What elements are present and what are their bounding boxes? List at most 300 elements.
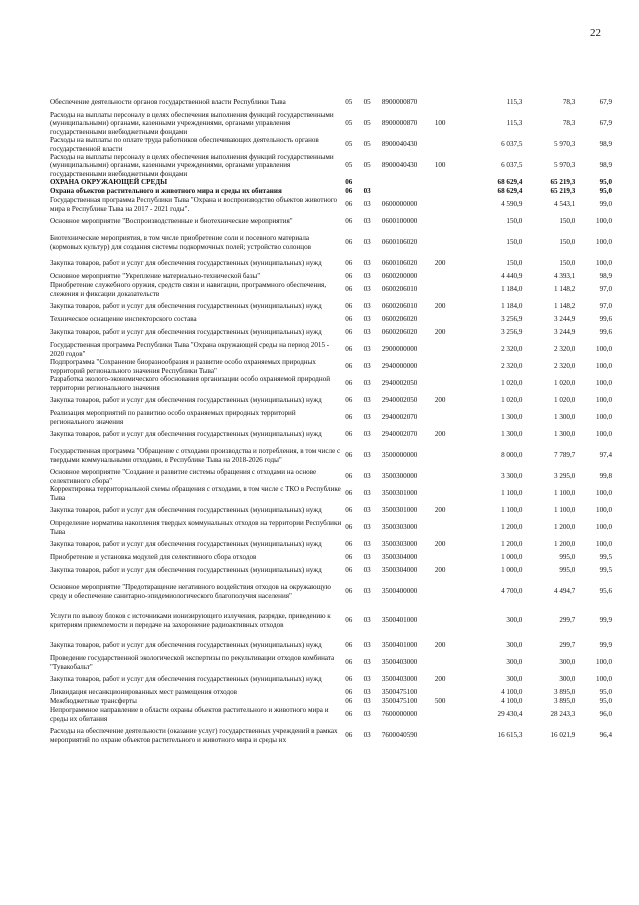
execution-percent: 100,0 — [596, 658, 612, 667]
target-article-code: 3500401000 — [381, 641, 418, 650]
expense-type-code — [435, 341, 461, 358]
subsection-code: 03 — [363, 285, 371, 294]
execution-percent: 95,0 — [599, 178, 612, 187]
actual-amount: 3 244,9 — [554, 328, 576, 337]
subsection-code — [364, 178, 382, 187]
subsection-code: 03 — [363, 658, 371, 667]
page-number: 22 — [590, 27, 601, 39]
planned-amount: 4 700,0 — [501, 587, 523, 596]
target-article-code: 2940002050 — [381, 379, 418, 388]
section-code: 06 — [345, 641, 353, 650]
subsection-code: 03 — [363, 675, 371, 684]
row-name: Услуги по вывозу блоков с источниками ионизирующего излучения, разрядке, приведению к критериям приемлемости и передаче на захоронение радиоактивных отходов — [50, 612, 331, 629]
actual-amount: 4 543,1 — [554, 200, 576, 209]
row-name: Закупка товаров, работ и услуг для обеспечения государственных (муниципальных) нужд — [50, 506, 322, 515]
actual-amount: 1 200,0 — [554, 523, 576, 532]
section-code: 06 — [345, 362, 353, 371]
actual-amount: 150,0 — [559, 217, 576, 226]
target-article-code: 3500403000 — [381, 658, 418, 667]
row-name: Закупка товаров, работ и услуг для обеспечения государственных (муниципальных) нужд — [50, 328, 322, 337]
expense-type-code: 100 — [434, 161, 446, 170]
table-row — [50, 485, 612, 502]
target-article-code: 0600206010 — [381, 285, 418, 294]
table-row — [50, 315, 612, 324]
target-article-code: 3500475100 — [381, 697, 418, 706]
planned-amount: 300,0 — [506, 675, 523, 684]
execution-percent: 100,0 — [596, 675, 612, 684]
row-name: Техническое оснащение инспекторского состава — [50, 315, 197, 324]
row-name: Подпрограмма "Сохранение биоразнообразия и развитие особо охраняемых природных территорий регионального значения Республики Тыва" — [50, 358, 316, 375]
expense-type-code — [435, 281, 461, 298]
row-name: Закупка товаров, работ и услуг для обеспечения государственных (муниципальных) нужд — [50, 430, 322, 439]
row-name: Закупка товаров, работ и услуг для обеспечения государственных (муниципальных) нужд — [50, 396, 322, 405]
row-name: Основное мероприятие "Укрепление материально-технической базы" — [50, 272, 261, 281]
target-article-code — [382, 187, 435, 196]
target-article-code: 2940002070 — [381, 413, 418, 422]
execution-percent: 100,0 — [596, 345, 612, 354]
row-name: Непрограммное направление в области охраны объектов растительного и животного мира и среды их обитания — [50, 706, 329, 723]
expense-type-code: 200 — [434, 302, 446, 311]
target-article-code: 0600000000 — [381, 200, 418, 209]
table-row — [50, 281, 612, 298]
table-row — [50, 230, 612, 255]
target-article-code: 3500403000 — [381, 675, 418, 684]
section-code: 06 — [345, 688, 353, 697]
actual-amount: 1 020,0 — [554, 396, 576, 405]
table-row — [50, 272, 612, 281]
execution-percent: 100,0 — [596, 259, 612, 268]
target-article-code: 3500401000 — [381, 616, 418, 625]
subsection-code: 03 — [363, 217, 371, 226]
actual-amount: 7 789,7 — [554, 451, 576, 460]
target-article-code: 7600000000 — [381, 710, 418, 719]
target-article-code: 0600106020 — [381, 238, 418, 247]
actual-amount: 1 148,2 — [554, 285, 576, 294]
expense-type-code: 200 — [434, 566, 446, 575]
row-name: Государственная программа Республики Тыва "Охрана окружающей среды на период 2015 - 2020 годов" — [50, 341, 330, 358]
section-code: 06 — [345, 328, 353, 337]
subsection-code: 03 — [363, 523, 371, 532]
actual-amount: 78,3 — [562, 98, 576, 107]
section-code: 06 — [345, 566, 353, 575]
section-code: 06 — [345, 506, 353, 515]
table-row — [50, 255, 612, 272]
planned-amount: 68 629,4 — [497, 178, 523, 187]
expense-type-code: 200 — [434, 396, 446, 405]
table-row — [50, 298, 612, 315]
planned-amount: 6 037,5 — [501, 140, 523, 149]
planned-amount: 29 430,4 — [497, 710, 523, 719]
subsection-code: 05 — [363, 161, 371, 170]
expense-type-code: 200 — [434, 675, 446, 684]
table-row — [50, 178, 612, 187]
table-row — [50, 468, 612, 485]
actual-amount: 65 219,3 — [550, 187, 576, 196]
execution-percent: 67,9 — [599, 98, 612, 107]
section-code: 06 — [345, 523, 353, 532]
section-code: 06 — [345, 272, 353, 281]
table-row — [50, 579, 612, 604]
section-code: 06 — [345, 472, 353, 481]
section-code: 06 — [345, 731, 353, 740]
section-code: 06 — [345, 217, 353, 226]
row-name: Основное мероприятие "Создание и развитие системы обращения с отходами на основе селективного сбора" — [50, 468, 317, 485]
target-article-code: 0600206020 — [381, 328, 418, 337]
table-row — [50, 671, 612, 688]
row-name: Закупка товаров, работ и услуг для обеспечения государственных (муниципальных) нужд — [50, 641, 322, 650]
execution-percent: 95,0 — [599, 187, 612, 196]
subsection-code: 03 — [363, 710, 371, 719]
actual-amount: 28 243,3 — [550, 710, 576, 719]
execution-percent: 99,5 — [599, 566, 612, 575]
planned-amount: 3 256,9 — [501, 328, 523, 337]
planned-amount: 1 184,0 — [501, 285, 523, 294]
expense-type-code — [435, 654, 461, 671]
actual-amount: 1 300,0 — [554, 413, 576, 422]
expense-type-code — [435, 375, 461, 392]
subsection-code: 03 — [363, 345, 371, 354]
section-code: 06 — [345, 379, 353, 388]
target-article-code: 3500301000 — [381, 489, 418, 498]
target-article-code: 0600106020 — [381, 259, 418, 268]
planned-amount: 300,0 — [506, 616, 523, 625]
target-article-code: 8900000870 — [381, 119, 418, 128]
execution-percent: 99,0 — [599, 200, 612, 209]
expense-type-code — [435, 358, 461, 375]
target-article-code: 8900000870 — [381, 98, 418, 107]
expense-type-code — [435, 579, 461, 604]
target-article-code: 8900040430 — [381, 140, 418, 149]
expense-type-code — [435, 315, 461, 324]
section-code: 06 — [345, 413, 353, 422]
actual-amount: 1 300,0 — [554, 430, 576, 439]
execution-percent: 96,0 — [599, 710, 612, 719]
actual-amount: 150,0 — [559, 238, 576, 247]
table-row — [50, 153, 612, 178]
planned-amount: 1 184,0 — [501, 302, 523, 311]
execution-percent: 97,0 — [599, 285, 612, 294]
planned-amount: 3 256,9 — [501, 315, 523, 324]
row-name: Разработка эколого-экономического обоснования организации особо охраняемой природной территории регионального значения — [50, 375, 331, 392]
actual-amount: 995,0 — [559, 566, 576, 575]
planned-amount: 8 000,0 — [501, 451, 523, 460]
section-code: 06 — [345, 489, 353, 498]
planned-amount: 1 020,0 — [501, 396, 523, 405]
expense-type-code — [435, 468, 461, 485]
execution-percent: 99,8 — [599, 472, 612, 481]
section-code: 06 — [345, 430, 353, 439]
subsection-code: 03 — [363, 451, 371, 460]
row-name: Ликвидация несанкционированных мест размещения отходов — [50, 688, 238, 697]
section-code: 06 — [345, 451, 353, 460]
planned-amount: 1 100,0 — [501, 489, 523, 498]
execution-percent: 100,0 — [596, 362, 612, 371]
row-name: Закупка товаров, работ и услуг для обеспечения государственных (муниципальных) нужд — [50, 302, 322, 311]
expense-type-code — [435, 272, 461, 281]
subsection-code: 03 — [363, 328, 371, 337]
row-name: Закупка товаров, работ и услуг для обеспечения государственных (муниципальных) нужд — [50, 540, 322, 549]
table-row — [50, 187, 612, 196]
table-row — [50, 536, 612, 553]
actual-amount: 300,0 — [559, 675, 576, 684]
section-code: 06 — [345, 540, 353, 549]
planned-amount: 2 320,0 — [501, 362, 523, 371]
expense-type-code — [435, 187, 461, 196]
section-code: 05 — [345, 161, 353, 170]
subsection-code: 03 — [363, 697, 371, 706]
execution-percent: 98,9 — [599, 272, 612, 281]
subsection-code: 03 — [363, 272, 371, 281]
execution-percent: 98,9 — [599, 161, 612, 170]
actual-amount: 299,7 — [559, 616, 576, 625]
target-article-code: 0600206010 — [381, 302, 418, 311]
expense-type-code — [435, 178, 461, 187]
actual-amount: 1 148,2 — [554, 302, 576, 311]
row-name: Приобретение служебного оружия, средств связи и навигации, программного обеспечения, слежения и фиксации доказательств — [50, 281, 327, 298]
row-name: Обеспечение деятельности органов государственной власти Республики Тыва — [50, 98, 286, 107]
table-row — [50, 196, 612, 213]
planned-amount: 1 100,0 — [501, 506, 523, 515]
table-row — [50, 409, 612, 426]
planned-amount: 1 300,0 — [501, 413, 523, 422]
table-row — [50, 375, 612, 392]
actual-amount: 4 393,1 — [554, 272, 576, 281]
row-name: Реализация мероприятий по развитию особо охраняемых природных территорий регионального значения — [50, 409, 296, 426]
execution-percent: 95,0 — [599, 697, 612, 706]
section-code: 06 — [345, 345, 353, 354]
planned-amount: 2 320,0 — [501, 345, 523, 354]
row-name: Государственная программа "Обращение с отходами производства и потребления, в том числе с твердыми коммунальными отходами, в Республике Тыва на 2018-2026 годы" — [50, 447, 341, 464]
target-article-code: 0600100000 — [381, 217, 418, 226]
expense-type-code: 200 — [434, 506, 446, 515]
section-code: 06 — [345, 658, 353, 667]
expense-type-code — [435, 519, 461, 536]
section-code: 06 — [345, 285, 353, 294]
table-row — [50, 136, 612, 153]
subsection-code: 03 — [363, 413, 371, 422]
section-code: 06 — [345, 259, 353, 268]
expense-type-code: 100 — [434, 119, 446, 128]
expense-type-code — [435, 443, 461, 468]
row-name: Государственная программа Республики Тыва "Охрана и воспроизводство объектов животного мира в Республике Тыва на 2017 - 2021 годы". — [50, 196, 338, 213]
actual-amount: 5 970,3 — [554, 140, 576, 149]
execution-percent: 99,6 — [599, 315, 612, 324]
row-name: Закупка товаров, работ и услуг для обеспечения государственных (муниципальных) нужд — [50, 566, 322, 575]
planned-amount: 150,0 — [506, 259, 523, 268]
subsection-code: 03 — [363, 396, 371, 405]
target-article-code: 3500000000 — [381, 451, 418, 460]
row-name: Расходы на обеспечение деятельности (оказание услуг) государственных учреждений в рамках мероприятий по охране объектов растительного и животного мира и среды их — [50, 727, 338, 744]
table-row — [50, 443, 612, 468]
budget-table — [50, 94, 612, 748]
target-article-code: 3500475100 — [381, 688, 418, 697]
subsection-code: 03 — [363, 379, 371, 388]
subsection-code: 03 — [363, 302, 371, 311]
target-article-code: 0600206020 — [381, 315, 418, 324]
execution-percent: 67,9 — [599, 119, 612, 128]
target-article-code: 0600200000 — [381, 272, 418, 281]
section-code: 06 — [345, 200, 353, 209]
target-article-code: 8900040430 — [381, 161, 418, 170]
row-name: ОХРАНА ОКРУЖАЮЩЕЙ СРЕДЫ — [50, 178, 168, 187]
row-name: Корректировка территориальной схемы обращения с отходами, в том числе с ТКО в Республике Тыва — [50, 485, 341, 502]
table-row — [50, 604, 612, 637]
planned-amount: 115,3 — [506, 98, 523, 107]
subsection-code: 03 — [363, 731, 371, 740]
table-row — [50, 688, 612, 697]
execution-percent: 100,0 — [596, 540, 612, 549]
planned-amount: 4 590,9 — [501, 200, 523, 209]
table-row — [50, 213, 612, 230]
execution-percent: 96,4 — [599, 731, 612, 740]
execution-percent: 100,0 — [596, 506, 612, 515]
planned-amount: 1 020,0 — [501, 379, 523, 388]
row-name: Проведение государственной экологической экспертизы по рекультивации отходов комбината "Тувакобальт" — [50, 654, 335, 671]
subsection-code: 03 — [363, 587, 371, 596]
row-name: Закупка товаров, работ и услуг для обеспечения государственных (муниципальных) нужд — [50, 259, 322, 268]
actual-amount: 2 320,0 — [554, 362, 576, 371]
expense-type-code — [435, 604, 461, 637]
table-row — [50, 723, 612, 748]
section-code: 06 — [345, 315, 353, 324]
expense-type-code — [435, 136, 461, 153]
planned-amount: 68 629,4 — [497, 187, 523, 196]
table-row — [50, 341, 612, 358]
expense-type-code — [435, 409, 461, 426]
execution-percent: 99,9 — [599, 616, 612, 625]
table-row — [50, 324, 612, 341]
planned-amount: 4 440,9 — [501, 272, 523, 281]
row-name: Биотехнические мероприятия, в том числе приобретение соли и посевного материала (кормовых культур) для создания системы подкормочных полей; устройство солонцов — [50, 234, 311, 251]
execution-percent: 100,0 — [596, 413, 612, 422]
subsection-code: 03 — [363, 616, 371, 625]
planned-amount: 115,3 — [506, 119, 523, 128]
execution-percent: 100,0 — [596, 379, 612, 388]
expense-type-code: 200 — [434, 328, 446, 337]
target-article-code: 2900000000 — [381, 345, 418, 354]
table-row — [50, 562, 612, 579]
actual-amount: 2 320,0 — [554, 345, 576, 354]
subsection-code: 03 — [363, 472, 371, 481]
section-code: 06 — [345, 302, 353, 311]
execution-percent: 100,0 — [596, 396, 612, 405]
section-code: 06 — [345, 396, 353, 405]
planned-amount: 16 615,3 — [497, 731, 523, 740]
planned-amount: 1 300,0 — [501, 430, 523, 439]
planned-amount: 1 000,0 — [501, 553, 523, 562]
subsection-code: 03 — [363, 566, 371, 575]
table-row — [50, 426, 612, 443]
subsection-code: 03 — [363, 553, 371, 562]
subsection-code: 03 — [363, 688, 371, 697]
expense-type-code: 500 — [434, 697, 446, 706]
section-code: 05 — [345, 140, 353, 149]
actual-amount: 1 200,0 — [554, 540, 576, 549]
target-article-code: 3500303000 — [381, 540, 418, 549]
table-row — [50, 358, 612, 375]
section-code: 06 — [345, 187, 353, 196]
planned-amount: 3 300,0 — [501, 472, 523, 481]
subsection-code: 03 — [363, 238, 371, 247]
execution-percent: 100,0 — [596, 238, 612, 247]
actual-amount: 1 100,0 — [554, 506, 576, 515]
section-code: 06 — [345, 238, 353, 247]
expense-type-code — [435, 688, 461, 697]
planned-amount: 6 037,5 — [501, 161, 523, 170]
table-row — [50, 502, 612, 519]
planned-amount: 150,0 — [506, 217, 523, 226]
execution-percent: 100,0 — [596, 523, 612, 532]
subsection-code: 03 — [363, 506, 371, 515]
table-row — [50, 706, 612, 723]
actual-amount: 3 295,0 — [554, 472, 576, 481]
table-row — [50, 111, 612, 136]
target-article-code: 2940002050 — [381, 396, 418, 405]
expense-type-code — [435, 706, 461, 723]
expense-type-code: 200 — [434, 259, 446, 268]
row-name: Определение норматива накопления твердых коммунальных отходов на территории Республики Тыва — [50, 519, 342, 536]
row-name: Приобретение и установка модулей для селективного сбора отходов — [50, 553, 257, 562]
actual-amount: 299,7 — [559, 641, 576, 650]
subsection-code: 03 — [363, 362, 371, 371]
expense-type-code: 200 — [434, 540, 446, 549]
subsection-code: 03 — [363, 187, 371, 196]
section-code: 05 — [345, 98, 353, 107]
execution-percent: 100,0 — [596, 430, 612, 439]
planned-amount: 150,0 — [506, 238, 523, 247]
target-article-code: 3500304000 — [381, 566, 418, 575]
row-name: Расходы на выплаты персоналу в целях обеспечения выполнения функций государственными (муниципальными) органами, казенными учреждениями, органами управления государственными внебюджетными фондами — [50, 111, 334, 136]
subsection-code: 03 — [363, 315, 371, 324]
section-code: 06 — [345, 178, 353, 187]
actual-amount: 3 244,9 — [554, 315, 576, 324]
table-body — [50, 94, 612, 748]
subsection-code: 05 — [363, 140, 371, 149]
section-code: 06 — [345, 553, 353, 562]
row-name: Основное мероприятие "Предотвращение негативного воздействия отходов на окружающую среду и обеспечение санитарно-эпидемиологического благополучия населения" — [50, 583, 331, 600]
target-article-code: 7600040590 — [381, 731, 418, 740]
planned-amount: 4 100,0 — [501, 688, 523, 697]
actual-amount: 5 970,3 — [554, 161, 576, 170]
table-row — [50, 94, 612, 111]
row-name: Межбюджетные трансферты — [50, 697, 137, 706]
table-row — [50, 697, 612, 706]
planned-amount: 4 100,0 — [501, 697, 523, 706]
target-article-code: 3500304000 — [381, 553, 418, 562]
table-row — [50, 392, 612, 409]
actual-amount: 150,0 — [559, 259, 576, 268]
section-code: 06 — [345, 675, 353, 684]
execution-percent: 97,4 — [599, 451, 612, 460]
expense-type-code — [435, 213, 461, 230]
execution-percent: 95,6 — [599, 587, 612, 596]
actual-amount: 16 021,9 — [550, 731, 576, 740]
target-article-code: 3500300000 — [381, 472, 418, 481]
execution-percent: 100,0 — [596, 489, 612, 498]
row-name: Основное мероприятие "Воспроизводственные и биотехнические мероприятия" — [50, 217, 293, 226]
target-article-code — [382, 178, 435, 187]
actual-amount: 1 020,0 — [554, 379, 576, 388]
expense-type-code — [435, 723, 461, 748]
execution-percent: 99,6 — [599, 328, 612, 337]
subsection-code: 03 — [363, 540, 371, 549]
row-name: Закупка товаров, работ и услуг для обеспечения государственных (муниципальных) нужд — [50, 675, 322, 684]
target-article-code: 3500400000 — [381, 587, 418, 596]
section-code: 06 — [345, 710, 353, 719]
table-row — [50, 553, 612, 562]
table-row — [50, 637, 612, 654]
expense-type-code: 200 — [434, 641, 446, 650]
